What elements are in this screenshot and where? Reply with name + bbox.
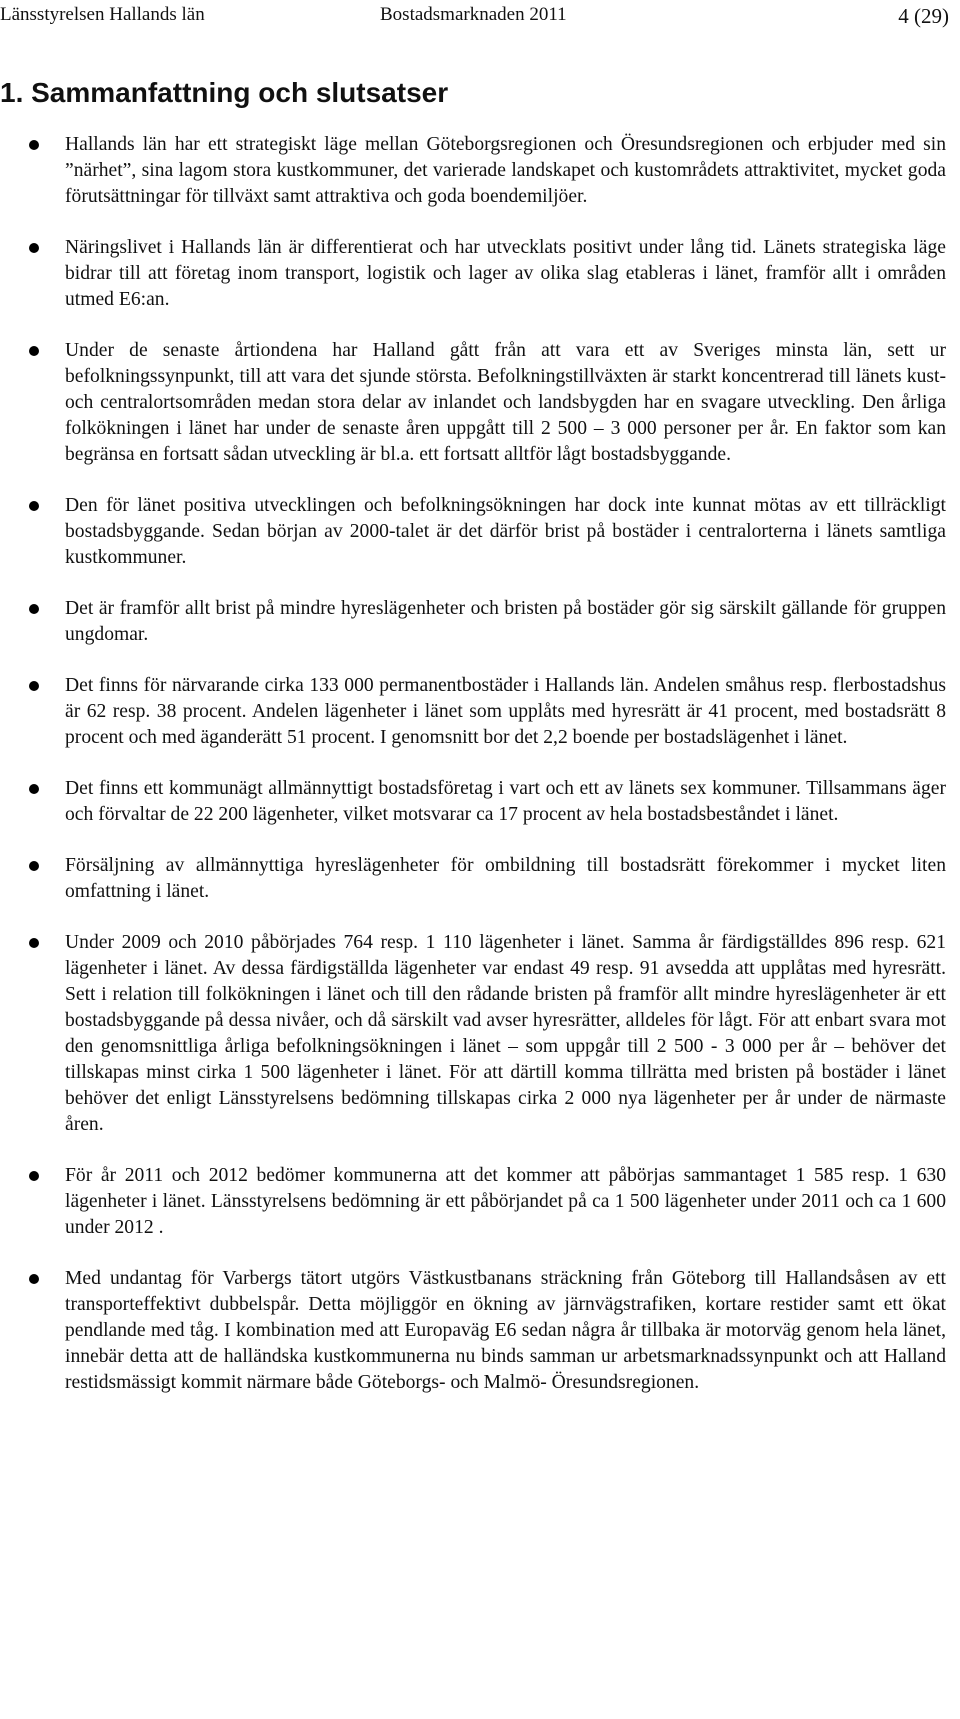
bullet-item xyxy=(0,853,960,905)
bullet-icon xyxy=(29,861,39,871)
bullet-text: Det finns ett kommunägt allmännyttigt bostadsföretag i vart och ett av länets sex kommuner. Tillsammans äger och förvaltar de 22 200 lägenheter, vilket motsvarar ca 17 procent av hela bostadsbeståndet i länet. xyxy=(65,778,946,825)
bullet-icon xyxy=(29,1274,39,1284)
bullet-item xyxy=(0,235,960,313)
summary-bullet-list xyxy=(0,132,960,1421)
header-page-number: 4 (29) xyxy=(898,4,949,28)
bullet-icon xyxy=(29,140,39,150)
bullet-item xyxy=(0,776,960,828)
bullet-text: Näringslivet i Hallands län är differentierat och har utvecklats positivt under lång tid. Länets strategiska läge bidrar till att företag inom transport, logistik och lager av olika slag etableras i länet, framför allt i områden utmed E6:an. xyxy=(65,237,946,310)
bullet-icon xyxy=(29,1171,39,1181)
section-title: 1. Sammanfattning och slutsatser xyxy=(0,77,449,108)
bullet-icon xyxy=(29,501,39,511)
bullet-icon xyxy=(29,346,39,356)
bullet-icon xyxy=(29,681,39,691)
bullet-icon xyxy=(29,784,39,794)
bullet-text: Under 2009 och 2010 påbörjades 764 resp. 1 110 lägenheter i länet. Samma år färdigställdes 896 resp. 621 lägenheter i länet. Av dessa färdigställda lägenheter var endast 49 resp. 91 avsedda att upplåtas med hyresrätt. Sett i relation till folkökningen i länet och till den rådande bristen på framför allt mindre hyreslägenheter är ett bostadsbyggande på dessa nivåer, och då särskilt vad avser hyresrätter, alldeles för lågt. För att enbart svara mot den genomsnittliga årliga befolkningsökningen i länet – som uppgår till 2 500 - 3 000 per år – behöver det tillskapas minst cirka 1 500 lägenheter i länet. För att därtill komma tillrätta med bristen på bostäder i länet behöver det enligt Länsstyrelsens bedömning tillskapas cirka 2 000 nya lägenheter per år under de närmaste åren. xyxy=(65,932,946,1135)
bullet-item xyxy=(0,132,960,210)
bullet-item xyxy=(0,673,960,751)
bullet-icon xyxy=(29,938,39,948)
bullet-text: Med undantag för Varbergs tätort utgörs Västkustbanans sträckning från Göteborg till Hallandsåsen av ett transporteffektivt dubbelspår. Detta möjliggör en ökning av järnvägstrafiken, kortare restider samt ett ökat pendlande med tåg. I kombination med att Europaväg E6 sedan några år tillbaka är motorväg genom hela länet, innebär detta att de halländska kustkommunerna nu binds samman ur arbetsmarknadssynpunkt och att Halland restidsmässigt kommit närmare både Göteborgs- och Malmö- Öresundsregionen. xyxy=(65,1268,946,1393)
page-header xyxy=(0,4,960,34)
bullet-item xyxy=(0,596,960,648)
bullet-text: Under de senaste årtiondena har Halland gått från att vara ett av Sveriges minsta län, sett ur befolkningssynpunkt, till att vara det sjunde största. Befolkningstillväxten är starkt koncentrerad till länets kust- och centralortsområden medan stora delar av inlandet och landsbygden har en svagare utveckling. Den årliga folkökningen i länet har under de senaste åren uppgått till 2 500 – 3 000 personer per år. En faktor som kan begränsa en fortsatt sådan utveckling är bl.a. ett fortsatt alltför lågt bostadsbyggande. xyxy=(65,340,946,465)
bullet-text: Det finns för närvarande cirka 133 000 permanentbostäder i Hallands län. Andelen småhus resp. flerbostadshus är 62 resp. 38 procent. Andelen lägenheter i länet som upplåts med hyresrätt är 41 procent, med bostadsrätt 8 procent och med äganderätt 51 procent. I genomsnitt bor det 2,2 boende per bostadslägenhet i länet. xyxy=(65,675,946,748)
bullet-text: Det är framför allt brist på mindre hyreslägenheter och bristen på bostäder gör sig särskilt gällande för gruppen ungdomar. xyxy=(65,598,946,645)
header-organization: Länsstyrelsen Hallands län xyxy=(0,4,205,25)
bullet-item xyxy=(0,1163,960,1241)
bullet-text: Den för länet positiva utvecklingen och befolkningsökningen har dock inte kunnat mötas av ett tillräckligt bostadsbyggande. Sedan början av 2000-talet är det därför brist på bostäder i centralorterna i länets samtliga kustkommuner. xyxy=(65,495,946,568)
bullet-text: Hallands län har ett strategiskt läge mellan Göteborgsregionen och Öresundsregionen och erbjuder med sin ”närhet”, sina lagom stora kustkommuner, det varierade landskapet och kustområdets attraktivitet, mycket goda förutsättningar för tillväxt samt attraktiva och goda boendemiljöer. xyxy=(65,134,946,207)
bullet-text: För år 2011 och 2012 bedömer kommunerna att det kommer att påbörjas sammantaget 1 585 resp. 1 630 lägenheter i länet. Länsstyrelsens bedömning är ett påbörjandet på ca 1 500 lägenheter under 2011 och ca 1 600 under 2012 . xyxy=(65,1165,946,1238)
bullet-icon xyxy=(29,243,39,253)
bullet-item xyxy=(0,338,960,468)
bullet-icon xyxy=(29,604,39,614)
bullet-text: Försäljning av allmännyttiga hyreslägenheter för ombildning till bostadsrätt förekommer i mycket liten omfattning i länet. xyxy=(65,855,946,902)
bullet-item xyxy=(0,493,960,571)
bullet-item xyxy=(0,1266,960,1396)
header-report-title: Bostadsmarknaden 2011 xyxy=(380,4,567,25)
bullet-item xyxy=(0,930,960,1138)
